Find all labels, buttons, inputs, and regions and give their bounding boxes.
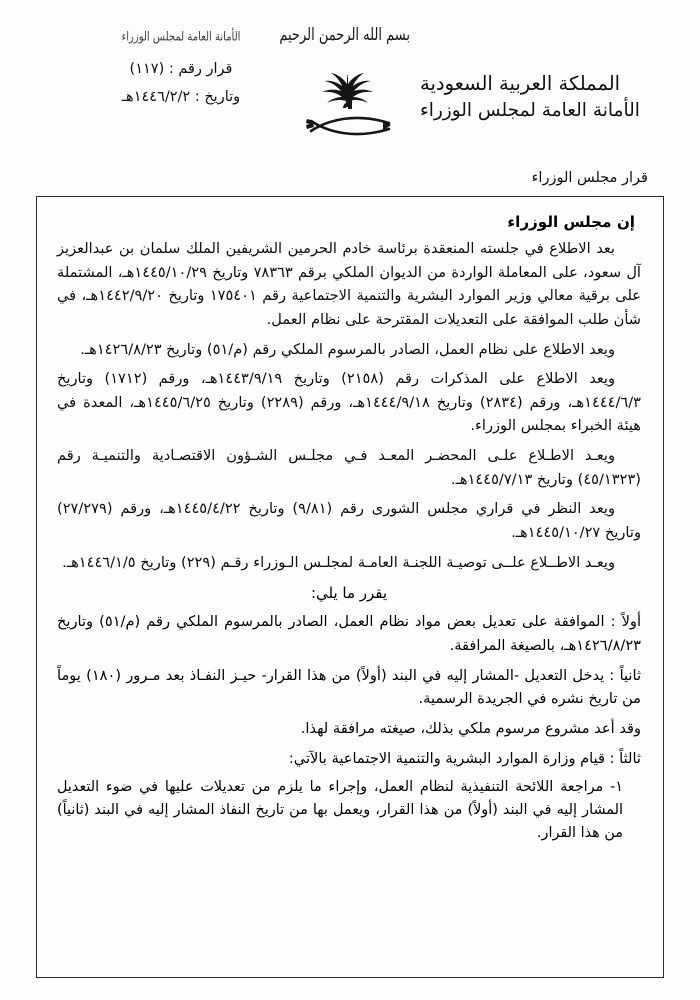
clause-second: ثانياً : يدخل التعديل -المشار إليه في البند (أولاً) من هذا القرار- حيـز النفـاذ بعد مـرور (١٨٠) يوماً من تاريخ نشره في الجريدة الرسمية. xyxy=(57,666,642,708)
decides-label: يقرر ما يلي: xyxy=(310,584,388,603)
header-left-block xyxy=(96,32,266,105)
basmala-text: بسم الله الرحمن الرحيم xyxy=(279,25,410,46)
paragraph: ويعد الاطلاع على نظام العمل، الصادر بالمرسوم الملكي رقم (م/٥١) وتاريخ ١٤٢٦/٨/٢٣هـ. xyxy=(80,340,615,358)
paragraph: ويعـد الاطــلاع علــى توصيـة اللجنـة العامـة لمجلـس الـوزراء رقـم (٢٢٩) وتاريخ ١٤٤٦/١/٥هـ. xyxy=(62,553,615,571)
saudi-emblem-icon xyxy=(290,59,410,151)
kingdom-title: المملكة العربية السعودية xyxy=(420,72,621,95)
clause-first: أولاً : الموافقة على تعديل بعض مواد نظام العمل، الصادر بالمرسوم الملكي رقم (م/٥١) وتاريخ ١٤٢٦/٨/٢٣هـ، بالصيغة المرافقة. xyxy=(57,613,641,654)
secretariat-title: الأمانة العامة لمجلس الوزراء xyxy=(420,100,640,122)
header-right-block xyxy=(420,70,670,125)
council-of-ministers-decision-label: قرار مجلس الوزراء xyxy=(531,170,648,186)
decree-date: وتاريخ : ١٤٤٦/٢/٢هـ xyxy=(121,89,241,105)
decree-body-frame xyxy=(36,196,664,978)
paragraph: ويعـد الاطـلاع علـى المحضـر المعـد فـي مجلـس الشـؤون الاقتصـادية والتنميـة رقم (٤٥/١٣٢٣) وتاريخ ١٤٤٥/٧/١٣هـ. xyxy=(57,447,641,488)
decree-body xyxy=(37,197,663,859)
opening-line: إن مجلس الوزراء xyxy=(507,213,635,231)
royal-decree-note: وقد أعد مشروع مرسوم ملكي بذلك، صيغته مرافقة لهذا. xyxy=(300,719,641,737)
secretariat-stamp-text: الأمانة العامة لمجلس الوزراء xyxy=(121,30,241,45)
decree-number: قرار رقم : (١١٧) xyxy=(129,61,233,77)
sub-item: ١- مراجعة اللائحة التنفيذية لنظام العمل، وإجراء ما يلزم من تعديلات عليها في ضوء التعديل المشار إليه في البند (أولاً) من هذا القرار، ويعمل بها من تاريخ النفاذ المشار إليه في البند (ثانياً) من هذا القرار. xyxy=(57,779,623,842)
paragraph: ويعد الاطلاع على المذكرات رقم (٢١٥٨) وتاريخ ١٤٤٣/٩/١٩هـ، ورقم (١٧١٢) وتاريخ ١٤٤٤/٦/٣هـ، ورقم (٢٨٣٤) وتاريخ ١٤٤٤/٩/١٨هـ، ورقم (٢٢٨٩) وتاريخ ١٤٤٥/٦/٢٥هـ، المعدة في هيئة الخبراء بمجلس الوزراء. xyxy=(57,370,642,435)
paragraph: ويعد النظر في قراري مجلس الشورى رقم (٩/٨١) وتاريخ ١٤٤٥/٤/٢٢هـ، ورقم (٢٧/٢٧٩) وتاريخ ١٤٤٥/١٠/٢٧هـ. xyxy=(57,500,641,542)
header-center-block xyxy=(279,25,410,151)
document-header xyxy=(0,0,700,186)
clause-third: ثالثاً : قيام وزارة الموارد البشرية والتنمية الاجتماعية بالآتي: xyxy=(288,749,641,767)
paragraph: بعد الاطلاع في جلسته المنعقدة برئاسة خادم الحرمين الشريفين الملك سلمان بن عبدالعزيز آل سعود، على المعاملة الواردة من الديوان الملكي برقم ٧٨٣٦٣ وتاريخ ١٤٤٥/١٠/٢٩هـ، المشتملة على برقية معالي وزير الموارد البشرية والتنمية الاجتماعية رقم ١٧٥٤٠١ وتاريخ ١٤٤٢/٩/٢٠هـ، في شأن طلب الموافقة على التعديلات المقترحة على نظام العمل. xyxy=(57,240,641,328)
